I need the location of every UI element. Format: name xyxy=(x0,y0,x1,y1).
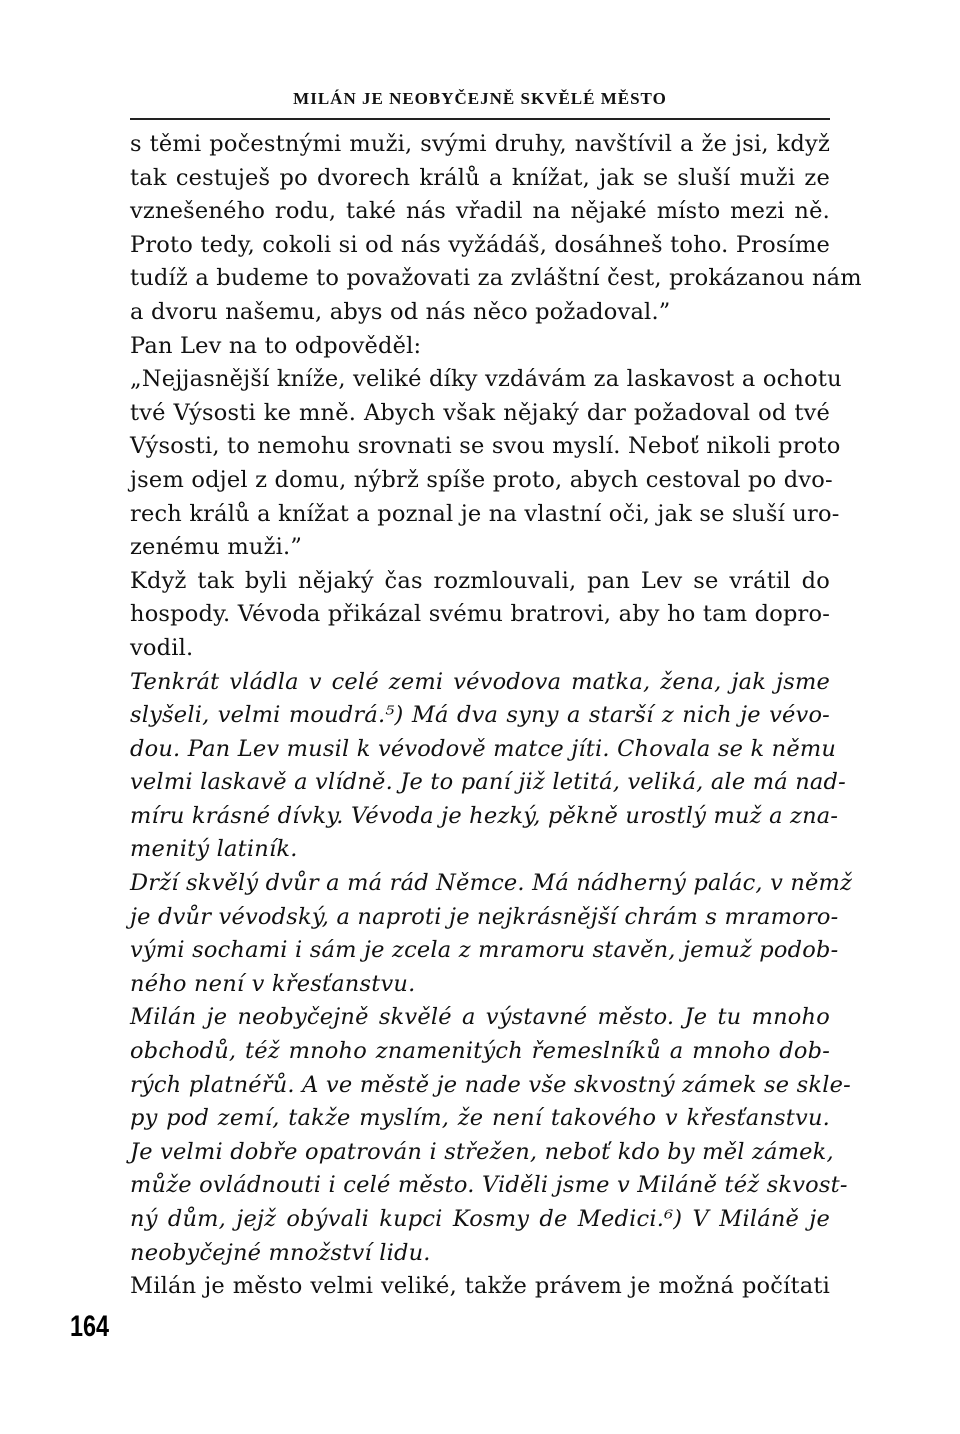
text-line: obchodů, též mnoho znamenitých řemeslníků a mnoho dob- xyxy=(130,1038,830,1065)
text-line: Pan Lev na to odpověděl: xyxy=(130,332,422,359)
text-line: míru krásné dívky. Vévoda je hezký, pěkně urostlý muž a zna- xyxy=(130,802,839,829)
text-line: je dvůr vévodský, a naproti je nejkrásnější chrám s mramoro- xyxy=(130,903,839,930)
text-line: vými sochami i sám je zcela z mramoru stavěn, jemuž podob- xyxy=(130,937,839,964)
text-line: Tenkrát vládla v celé zemi vévodova matka, žena, jak jsme xyxy=(130,668,830,695)
text-line: Výsosti, to nemohu srovnati se svou myslí. Neboť nikoli proto xyxy=(130,433,841,460)
page-number: 164 xyxy=(70,1310,110,1343)
text-line: může ovládnouti i celé město. Viděli jsme v Miláně též skvost- xyxy=(130,1172,848,1199)
text-line: zenému muži.” xyxy=(130,534,303,561)
text-line: slyšeli, velmi moudrá.⁵) Má dva syny a starší z nich je vévo- xyxy=(130,702,830,729)
text-line: ný dům, jejž obývali kupci Kosmy de Medici.⁶) V Miláně je xyxy=(130,1206,830,1232)
text-line: „Nejjasnější kníže, veliké díky vzdávám za laskavost a ochotu xyxy=(130,366,842,393)
text-line: Milán je město velmi veliké, takže právem je možná počítati xyxy=(130,1273,830,1300)
text-line: Milán je neobyčejně skvělé a výstavné město. Je tu mnoho xyxy=(130,1004,830,1031)
text-line: menitý latiník. xyxy=(130,836,298,863)
text-line: rých platnéřů. A ve městě je nade vše skvostný zámek se skle- xyxy=(130,1071,851,1098)
text-line: jsem odjel z domu, nýbrž spíše proto, abych cestoval po dvo- xyxy=(130,466,833,493)
text-line: s těmi počestnými muži, svými druhy, navštívil a že jsi, když xyxy=(130,131,830,157)
text-line: dou. Pan Lev musil k vévodově matce jíti. Chovala se k němu xyxy=(130,735,837,762)
text-line: neobyčejné množství lidu. xyxy=(130,1239,431,1266)
body-text xyxy=(130,128,862,1304)
text-line: tudíž a budeme to považovati za zvláštní čest, prokázanou nám xyxy=(130,265,862,292)
text-line: Drží skvělý dvůr a má rád Němce. Má nádherný palác, v němž xyxy=(130,870,853,897)
running-head xyxy=(130,84,830,124)
text-line: Proto tedy, cokoli si od nás vyžádáš, dosáhneš toho. Prosíme xyxy=(130,231,831,258)
header-rule xyxy=(130,118,830,120)
text-line: a dvoru našemu, abys od nás něco požadoval.” xyxy=(130,298,671,325)
text-line: tak cestuješ po dvorech králů a knížat, jak se sluší muži ze xyxy=(130,164,830,191)
running-head-title: MILÁN JE NEOBYČEJNĚ SKVĚLÉ MĚSTO xyxy=(293,89,667,108)
text-line: rech králů a knížat a poznal je na vlastní oči, jak se sluší uro- xyxy=(130,500,840,527)
text-line: vodil. xyxy=(130,634,194,661)
text-line: hospody. Vévoda přikázal svému bratrovi, aby ho tam dopro- xyxy=(130,601,831,628)
text-line: vznešeného rodu, také nás vřadil na nějaké místo mezi ně. xyxy=(130,198,830,225)
text-line: Je velmi dobře opatrován i střežen, neboť kdo by měl zámek, xyxy=(130,1138,834,1165)
text-line: velmi laskavě a vlídně. Je to paní již letitá, veliká, ale má nad- xyxy=(130,769,846,796)
text-line: tvé Výsosti ke mně. Abych však nějaký dar požadoval od tvé xyxy=(130,399,830,426)
text-line: Když tak byli nějaký čas rozmlouvali, pan Lev se vrátil do xyxy=(130,567,830,594)
text-line: ného není v křesťanstvu. xyxy=(130,970,416,997)
text-line: py pod zemí, takže myslím, že není takového v křesťanstvu. xyxy=(130,1105,830,1132)
